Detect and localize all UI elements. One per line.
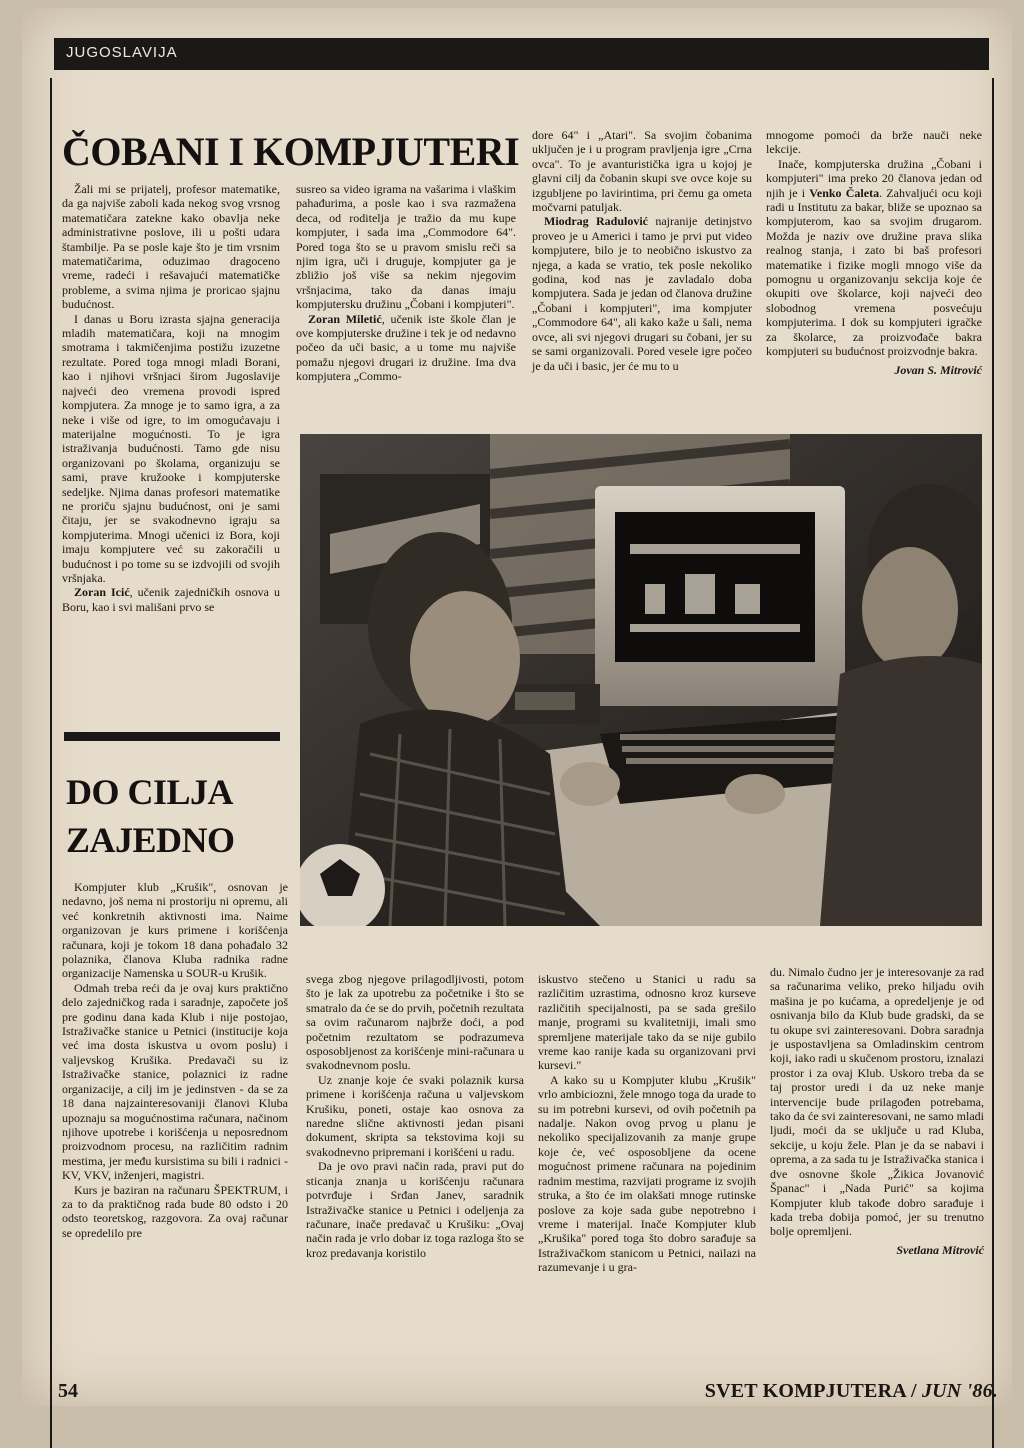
article2-signature: Svetlana Mitrović xyxy=(896,1242,984,1257)
page-number: 54 xyxy=(58,1380,78,1402)
article2-col2-paragraph-1: svega zbog njegove prilagodljivosti, potom što je lak za upotrebu za početnike i što se smatralo da će se do prvih, početnih rezultata sa ovim računarom najbrže doći, a pod početnim rezultatom se podrazumeva osposobljenost za korišćenje mini-računara u svakodnevnom poslu. xyxy=(306,972,524,1073)
article2-headline xyxy=(66,768,286,864)
article2-headline-line-1: DO CILJA xyxy=(66,772,234,812)
article1-col1-paragraph-2: I danas u Boru izrasta sjajna generacija mladih matematičara, koji na mnogim smotrama i takmičenjima postižu izuzetne rezultate. Pored toga mnogi mladi Borani, kao i njihovi vršnjaci širom Jugoslavije najveći deo vremena provodi ispred kompjutera. Za mnoge je to samo igra, a za neke i više od igre, to im omogućavaju i materijalne mogućnosti. To je igra istraživanja budućnosti. Tamo gde nisu organizovani po školama, organizuju se sami, prave kružooke i kompjuterske sedeljke. Njima danas profesori matematike ne proriču sjajnu budućnost, oni je sami čitaju, jer se svakodnevno igraju sa kompjuterima. Mnogi učenici iz Bora, koji imaju kompjutere već su zakoračili u budućnost i po tome su se izdvojili od svojih vršnjaka. xyxy=(62,311,280,585)
article1-col2-paragraph-1: susreo sa video igrama na vašarima i vlaškim pahađurima, a posle kao i sva razmažena deca, od roditelja je tražio da mu kupe kompjuter, i sada ima „Commodore 64". Pored toga što se u pravom smislu reči sa njim igra, uči i druguje, kompjuter ga je zbližio još više sa nekim njegovim vršnjacima, tako da danas imaju kompjutersku družinu „Čobani i kompjuteri". xyxy=(296,182,516,312)
article1-headline: ČOBANI I KOMPJUTERI xyxy=(62,129,520,174)
article1-col1-paragraph-3 xyxy=(62,585,280,614)
person-name: Venko Čaleta xyxy=(809,185,880,200)
article1-col3-paragraph-1: dore 64" i „Atari". Sa svojim čobanima uključen je i u program pravljenja igre „Crna ovca". To je avanturistička igra u kojoj je glavni cilj da čobanin skupi sve ovce koje su izgubljene po lavirintima, pri čemu ga ometa močvarni patuljak. xyxy=(532,128,752,215)
article1-signature: Jovan S. Mitrović xyxy=(894,362,982,377)
photo-illustration xyxy=(300,434,982,926)
article2-column-1 xyxy=(62,880,288,1240)
article2-col1-paragraph-1: Kompjuter klub „Krušik", osnovan je nedavno, još nema ni prostoriju ni opremu, ali već konkretnih aktivnosti ima. Naime organizovan je kurs primene i korišćenja računara, koji je tokom 18 dana pohađalo 32 polaznika, članova Kluba radnika radne organizacije Namenska u SOUR-u Krušik. xyxy=(62,880,288,981)
article1-col3-paragraph-2-text: najranije detinjstvo proveo je u Americi i tamo je prvi put video kompjutere, bilo je to neobično iskustvo za njega, a kada se vratio, tek posle nekoliko godina, kod nas je zavladalo doba kompjutera. Sada je jedan od članova družine „Čobani i kompjuteri", ima kompjuter „Commodore 64", ali kako kaže u šali, nema ovce, ali svi njegovi drugari su čobani, jer su se sami organizovali. Pored vesele igre počeo je da uči i basic, jer će mu to u xyxy=(532,214,753,373)
footer-separator: / xyxy=(910,1380,922,1402)
article2-column-4 xyxy=(770,965,984,1257)
article2-column-2 xyxy=(306,972,524,1260)
person-name: Zoran Miletić xyxy=(308,311,382,326)
section-divider xyxy=(64,732,280,741)
article2-col2-paragraph-3: Da je ovo pravi način rada, pravi put do sticanja znanja u korišćenju računara potvrđuje i Srđan Janev, saradnik Istraživačke stanice u Petnici i odeljenja za računare, inače predavač u Krušiku: „Ovaj način rada je vrlo dobar iz toga razloga što se kroz predavanja koristilo xyxy=(306,1159,524,1260)
section-label: JUGOSLAVIJA xyxy=(66,44,178,61)
article2-column-3 xyxy=(538,972,756,1275)
article1-col1-paragraph-3-text: , učenik zajedničkih osnova u Boru, kao i svi mališani prvo se xyxy=(62,585,280,614)
magazine-title: SVET KOMPJUTERA xyxy=(704,1380,906,1402)
person-name: Zoran Icić xyxy=(74,585,130,600)
article2-col3-paragraph-1: iskustvo stečeno u Stanici u radu sa različitim uzrastima, odnosno kroz kurseve različitih specijalnosti, pa se sada grešilo manje, programi su kvalitetniji, imali smo spremljene materijale tako da se nije gubilo vreme kao ranije kada su organizovani prvi kursevi." xyxy=(538,972,756,1073)
magazine-footer xyxy=(705,1380,998,1403)
article1-col3-paragraph-2 xyxy=(532,214,752,372)
article1-column-3 xyxy=(532,128,752,373)
article1-col4-text-b: . Zahvaljući ocu koji radi u Institutu za bakar, bliže se upoznao sa kompjuterom, kao sa svojim drugarom. Možda je naziv ove družine prava slika realnog stanja, i zato bi baš profesori matematike i fizike mogli mnogo više da pomognu u organizovanju sekcija koje će okupiti ove školarce, koji najveći deo slobodnog vremena posvećuju kompjuterima. I dok su kompjuteri igračke za školarce, za proizvođače bakra kompjuteri su budućnost proizvodnje bakra. xyxy=(766,185,983,359)
article1-col4-paragraph-2 xyxy=(766,157,982,359)
article1-col2-paragraph-2 xyxy=(296,312,516,384)
article2-col2-paragraph-2: Uz znanje koje će svaki polaznik kursa primene i korišćenja računa u valjevskom Krušiku, poneti, ostaje kao osnova za naredne slične aktivnosti jedan pisani dokument, skripta sa tekstovima koji su svakodnevno pripremani i korišćeni u radu. xyxy=(306,1072,524,1159)
article2-col1-paragraph-3: Kurs je baziran na računaru ŠPEKTRUM, i za to da praktičnog rada bude 80 odsto i 20 odsto teoretskog, razgovora. Za ovaj računar se opredelilo pre xyxy=(62,1182,288,1240)
article1-column-1 xyxy=(62,182,280,614)
article2-col1-paragraph-2: Odmah treba reći da je ovaj kurs praktično delo zajedničkog rada i saradnje, započete još pre godinu dana kada Klub i nije postojao, Istraživačke stanice u Petnici (institucije koja već ima dosta iskustva u ovom poslu) i valjevskog Krušika. Predavači su iz Istraživačke stanice, polaznici iz radne organizacije, a cilj im je jedinstven - da se za 18 dana najzainteresovaniji članovi Kluba upoznaju sa mogućnostima računara, načinom njihove upotrebe i korišćenja u neposrednom proizvodnom procesu, na različitim radnim mestima, jer među kursistima su bili i radnici - KV, VKV, inženjeri, magistri. xyxy=(62,980,288,1183)
article2-col3-paragraph-2: A kako su u Kompjuter klubu „Krušik" vrlo ambiciozni, žele mnogo toga da urade to su im potrebni kursevi, od ovih početnih pa nadalje. Nakon ovog prvog u planu je nekoliko specijalizovanih za manje grupe koje će, već osposobljene da ocene mogućnost primene računara na pojedinim radnim mestima, razvijati programe iz svojih struka, a što će im olakšati mnoge rutinske poslove za koje sada gube nepotrebno i vreme i materijal. Inače Kompjuter klub „Krušika" pored toga što dobro sarađuje sa Istraživačkom stanicom u Petnici, nailazi na razumevanje i u gra- xyxy=(538,1072,756,1275)
magazine-issue: JUN '86. xyxy=(921,1380,998,1402)
article2-headline-line-2: ZAJEDNO xyxy=(66,820,235,860)
article1-col4-text-a: Inače, kompjuterska družina „Čobani i kompjuteri" ima preko 20 članova jedan od njih je i xyxy=(766,156,982,200)
article1-column-2 xyxy=(296,182,516,384)
person-name: Miodrag Radulović xyxy=(544,214,649,229)
article2-col4-paragraph-1: du. Nimalo čudno jer je interesovanje za rad sa računarima veliko, preko hiljadu ovih mašina je po kućama, a opredeljenje je od osnivanja bilo da Klub bude gradski, da se tu okupe svi zainteresovani. Dobra saradnja je uspostavljena sa Omladinskim centrom koji, iako radi u skučenom prostoru, iznalazi prostor i za ovaj Klub. Uskoro treba da se taj prostor uredi i da uz neke manje intervencije bude prilagođen potrebama, tako da će svi zainteresovani, ne samo mladi ljudi, moći da se uključe u rad Kluba, sekcije, u koju žele. Plan je da se nabavi i oprema, a za sada tu je Istraživačka stanica i dve osnovne škole „Žikica Jovanović Španac" i „Nada Purić" sa kojima Kompjuter klub takođe dobro sarađuje i kada treba dobija pomoć, jer su trenutno bolje opremljeni. xyxy=(770,965,984,1239)
article1-col1-paragraph-1: Žali mi se prijatelj, profesor matematike, da ga najviše zaboli kada nekog svog vrsnog matematičara zatekne kako obavlja neke administrativne poslove, ili u pošti udara štambilje. Pa se posle kaje što je tim vrsnim matematičarima, oduzimao dragoceno vreme, radeći i rešavajući matematičke probleme, a svima njima je proricao sjajnu budućnost. xyxy=(62,182,280,312)
article1-col4-paragraph-1: mnogome pomoći da brže nauči neke lekcije. xyxy=(766,128,982,157)
article1-column-4 xyxy=(766,128,982,377)
article1-col2-paragraph-2-text: , učenik iste škole član je ove kompjuterske družine i tek je od nedavno počeo da uči basic, a u tome mu najviše pomažu njegovi drugari iz družine. Ima dva kompjutera „Commo- xyxy=(296,311,516,384)
photo-boys-at-computer xyxy=(300,434,982,926)
section-band xyxy=(54,38,989,70)
